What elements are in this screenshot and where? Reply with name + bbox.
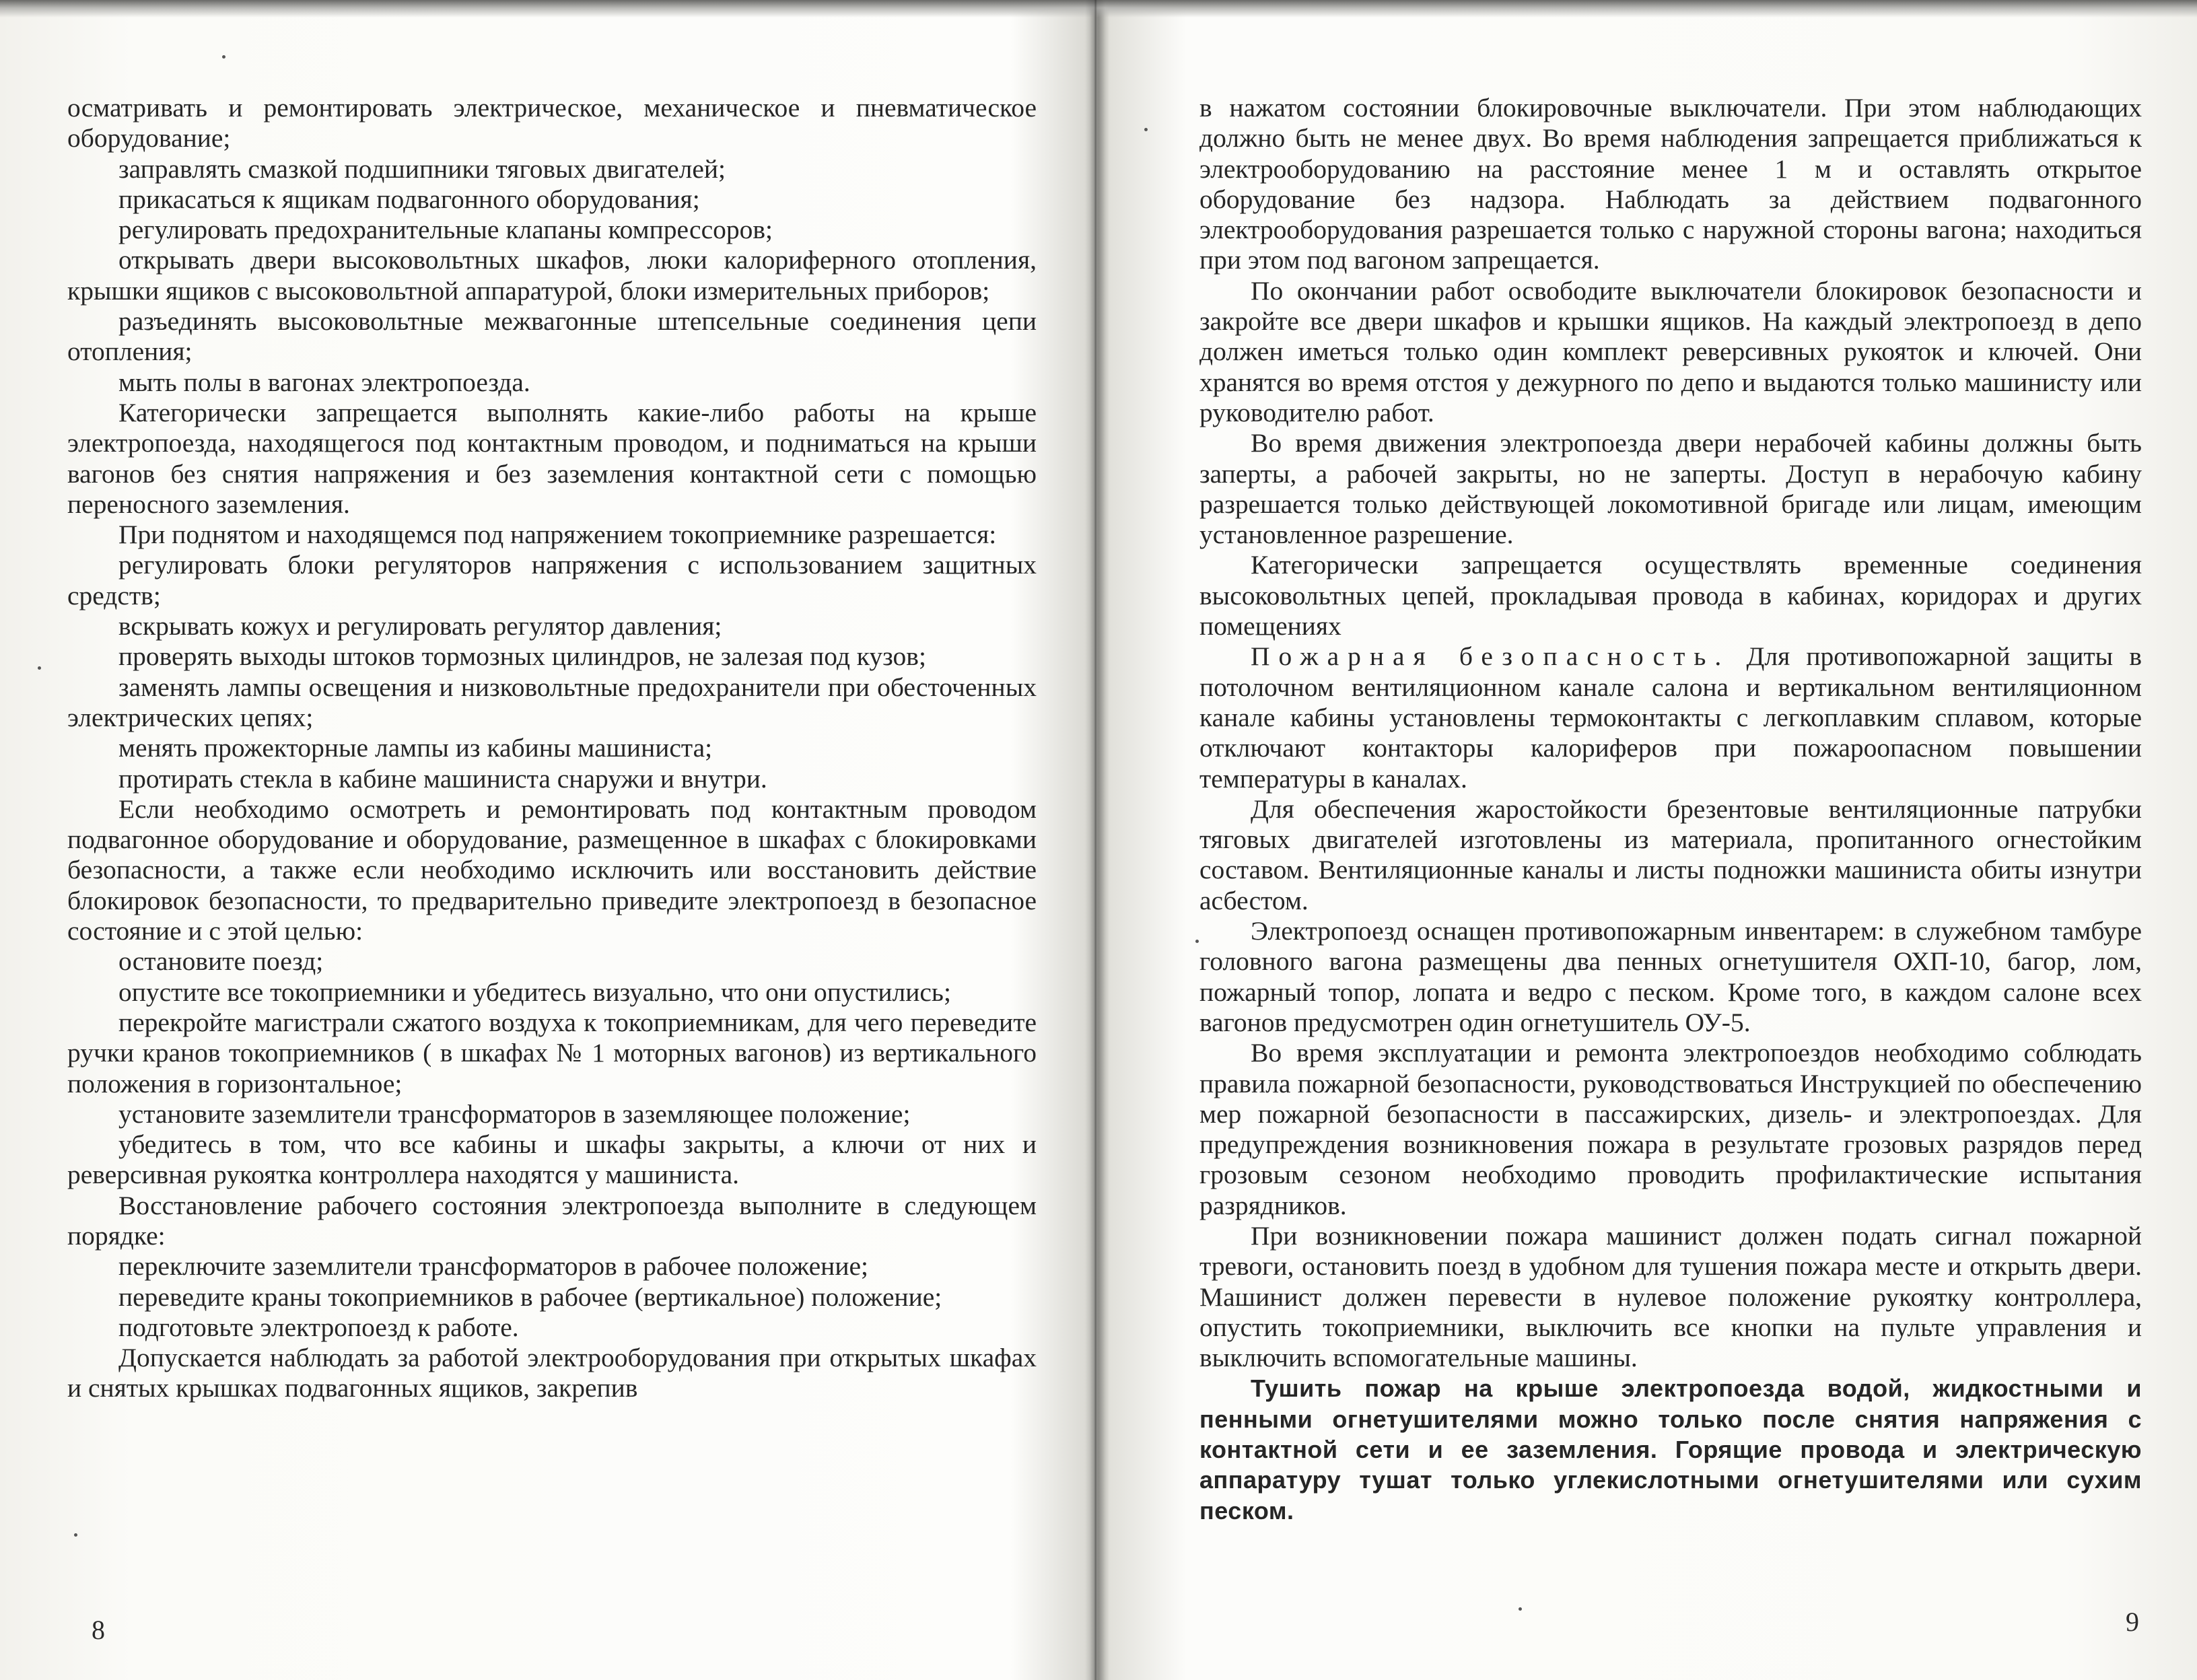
- page-number-right: 9: [2126, 1607, 2139, 1637]
- paragraph: подготовьте электропоезд к работе.: [118, 1312, 519, 1342]
- paragraph: протирать стекла в кабине машиниста снаружи и внутри.: [118, 763, 767, 794]
- paragraph: разъединять высоковольтные межвагонные штепсельные соединения цепи отопления;: [67, 306, 1037, 367]
- paragraph: переключите заземлители трансформаторов в рабочее положение;: [118, 1251, 868, 1282]
- paragraph: Во время движения электропоезда двери нерабочей кабины должны быть заперты, а рабочей закрыты, но не заперты. Доступ в нерабочую кабину разрешается только действующей локомотивной бригаде или лицам, имеющим установленное разрешение.: [1199, 428, 2142, 550]
- paragraph: заменять лампы освещения и низковольтные предохранители при обесточенных электрических цепях;: [67, 672, 1037, 732]
- paragraph: Категорически запрещается выполнять какие-либо работы на крыше электропоезда, находящегося под контактным проводом, и подниматься на крыши вагонов без снятия напряжения и без заземления контактной сети с помощью переносного заземления.: [67, 397, 1037, 519]
- paragraph: Допускается наблюдать за работой электрооборудования при открытых шкафах и снятых крышках подвагонных ящиков, закрепив: [67, 1343, 1037, 1403]
- paragraph: осматривать и ремонтировать электрическое, механическое и пневматическое оборудование;: [67, 93, 1037, 153]
- paragraph-text: Для противопожарной защиты в потолочном вентиляционном канале салона и вертикальном вентиляционном канале кабины установлены термоконтакты с легкоплавким сплавом, которые отключают контакторы калориферов при пожароопасном повышении температуры в каналах.: [1199, 641, 2142, 794]
- page-number-left: 8: [92, 1615, 105, 1645]
- paragraph: регулировать блоки регуляторов напряжения с использованием защитных средств;: [67, 550, 1037, 610]
- scan-speck: [1519, 1607, 1522, 1611]
- scan-speck: [1144, 128, 1148, 131]
- paragraph: вскрывать кожух и регулировать регулятор давления;: [118, 611, 722, 641]
- paragraph: регулировать предохранительные клапаны компрессоров;: [118, 215, 773, 245]
- scan-speck: [38, 666, 41, 670]
- paragraph: заправлять смазкой подшипники тяговых двигателей;: [118, 153, 726, 184]
- scan-speck: [222, 55, 225, 59]
- paragraph: убедитесь в том, что все кабины и шкафы закрыты, а ключи от них и реверсивная рукоятка контроллера находятся у машиниста.: [67, 1129, 1037, 1190]
- paragraph: переведите краны токоприемников в рабочее (вертикальное) положение;: [118, 1282, 942, 1312]
- paragraph: перекройте магистрали сжатого воздуха к токоприемникам, для чего переведите ручки кранов токоприемников ( в шкафах № 1 моторных вагонов) из вертикального положения в горизонтальное;: [67, 1007, 1037, 1098]
- paragraph: При поднятом и находящемся под напряжением токоприемнике разрешается:: [118, 520, 997, 550]
- paragraph: Для обеспечения жаростойкости брезентовые вентиляционные патрубки тяговых двигателей изготовлены из материала, пропитанного огнестойким составом. Вентиляционные каналы и листы подножки машиниста обиты изнутри асбестом.: [1199, 794, 2142, 915]
- paragraph: остановите поезд;: [118, 946, 324, 977]
- paragraph: [1199, 641, 2142, 794]
- paragraph: в нажатом состоянии блокировочные выключатели. При этом наблюдающих должно быть не менее двух. Во время наблюдения запрещается приближаться к электрооборудованию на расстояние менее 1 м и оставлять открытое оборудование без надзора. Наблюдать за действием подвагонного электрооборудования разрешается только с наружной стороны вагона; находиться при этом под вагоном запрещается.: [1199, 93, 2142, 275]
- scan-speck: [74, 1533, 77, 1537]
- paragraph: опустите все токоприемники и убедитесь визуально, что они опустились;: [118, 977, 951, 1007]
- paragraph: Восстановление рабочего состояния электропоезда выполните в следующем порядке:: [67, 1190, 1037, 1251]
- paragraph: установите заземлители трансформаторов в заземляющее положение;: [118, 1098, 911, 1129]
- paragraph: менять прожекторные лампы из кабины машиниста;: [118, 733, 713, 763]
- section-heading: Пожарная безопасность.: [1251, 641, 1731, 672]
- paragraph: При возникновении пожара машинист должен подать сигнал пожарной тревоги, остановить поезд в удобном для тушения пожара месте и открыть двери. Машинист должен перевести в нулевое положение рукоятку контроллера, опустить токоприемники, выключить все кнопки на пульте управления и выключить вспомогательные машины.: [1199, 1220, 2142, 1373]
- right-page-text: [1199, 93, 2142, 1526]
- book-gutter: [1085, 0, 1105, 1680]
- paragraph: мыть полы в вагонах электропоезда.: [118, 367, 530, 397]
- scan-speck: [1195, 940, 1199, 943]
- paragraph: прикасаться к ящикам подвагонного оборудования;: [118, 184, 700, 214]
- paragraph: открывать двери высоковольтных шкафов, люки калориферного отопления, крышки ящиков с высоковольтной аппаратурой, блоки измерительных приборов;: [67, 245, 1037, 306]
- paragraph: Электропоезд оснащен противопожарным инвентарем: в служебном тамбуре головного вагона размещены два пенных огнетушителя ОХП-10, багор, лом, пожарный топор, лопата и ведро с песком. Кроме того, в каждом салоне всех вагонов предусмотрен один огнетушитель ОУ-5.: [1199, 916, 2142, 1037]
- paragraph: Если необходимо осмотреть и ремонтировать под контактным проводом подвагонное оборудование и оборудование, размещенное в шкафах с блокировками безопасности, а также если необходимо исключить или восстановить действие блокировок безопасности, то предварительно приведите электропоезд в безопасное состояние и с этой целью:: [67, 794, 1037, 946]
- left-page-text: [67, 93, 1037, 1404]
- paragraph: Категорически запрещается осуществлять временные соединения высоковольтных цепей, прокладывая провода в кабинах, коридорах и других помещениях: [1199, 550, 2142, 641]
- paragraph: проверять выходы штоков тормозных цилиндров, не залезая под кузов;: [118, 641, 926, 672]
- paragraph-bold: Тушить пожар на крыше электропоезда водой, жидкостными и пенными огнетушителями можно только после снятия напряжения с контактной сети и ее заземления. Горящие провода и электрическую аппаратуру тушат только углекислотными огнетушителями или сухим песком.: [1199, 1374, 2142, 1525]
- paragraph: По окончании работ освободите выключатели блокировок безопасности и закройте все двери шкафов и крышки ящиков. На каждый электропоезд в депо должен иметься только один комплект реверсивных рукояток и ключей. Они хранятся во время отстоя у дежурного по депо и выдаются только машинисту или руководителю работ.: [1199, 275, 2142, 427]
- paragraph: Во время эксплуатации и ремонта электропоездов необходимо соблюдать правила пожарной безопасности, руководствоваться Инструкцией по обеспечению мер пожарной безопасности в пассажирских, дизель- и электропоездах. Для предупреждения возникновения пожара в результате грозовых разрядов перед грозовым сезоном необходимо проводить профилактические испытания разрядников.: [1199, 1038, 2142, 1220]
